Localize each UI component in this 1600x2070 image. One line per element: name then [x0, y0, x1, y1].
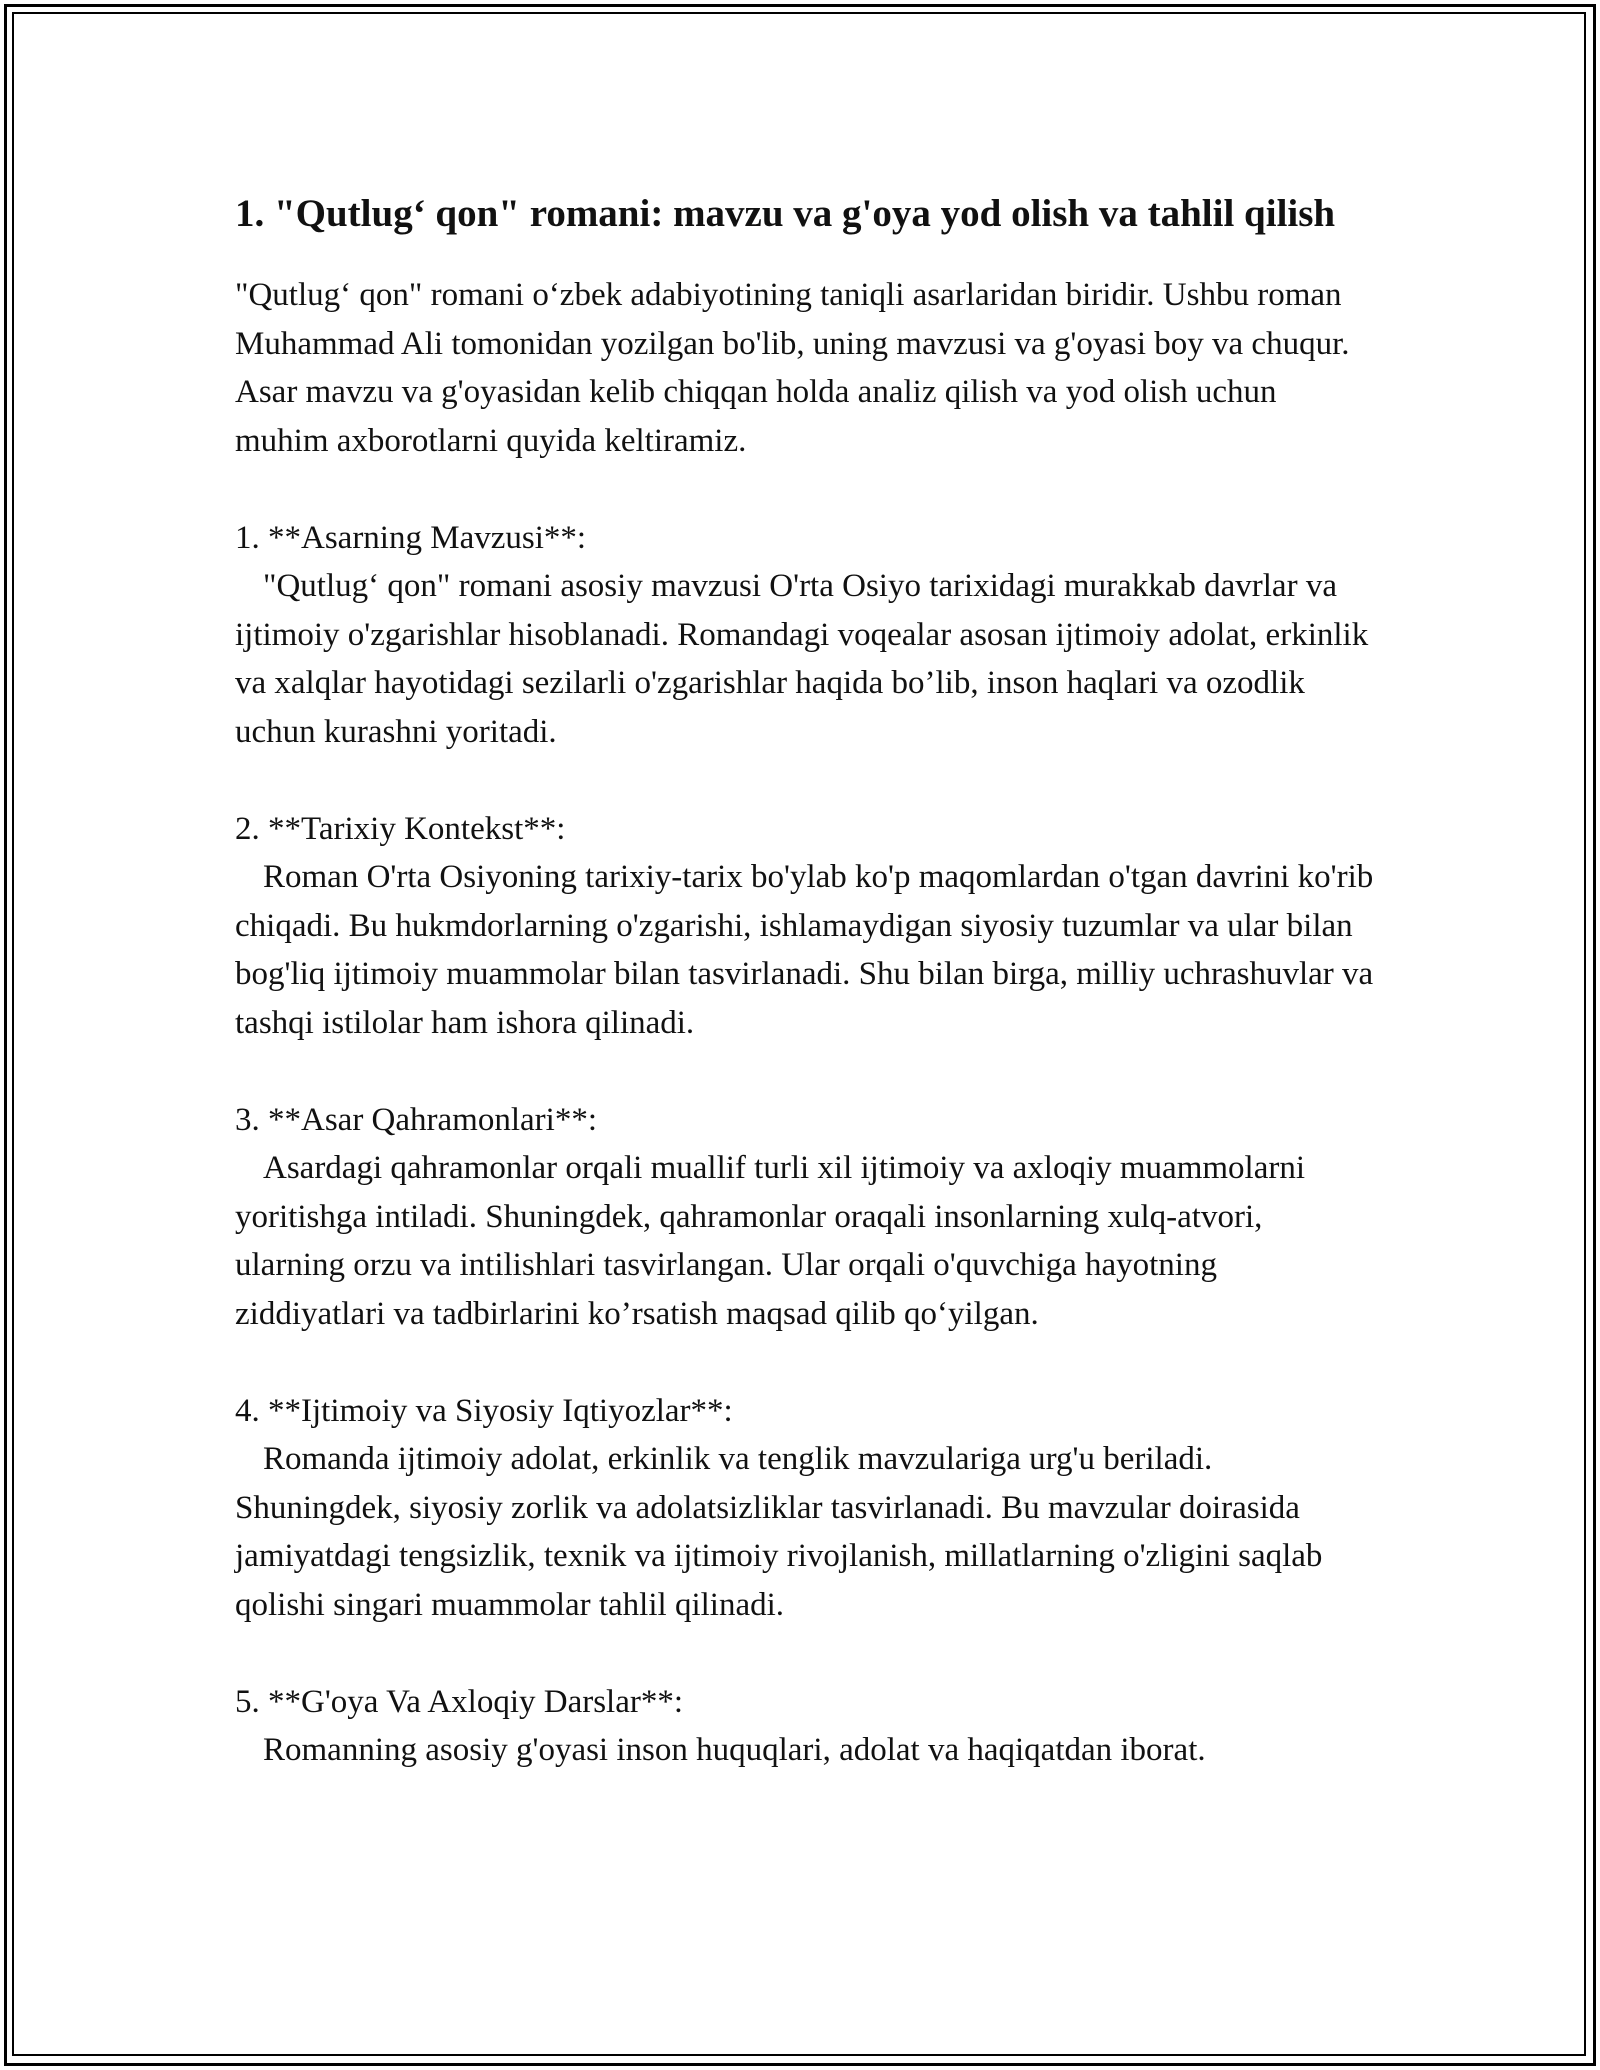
document-title: 1. "Qutlug‘ qon" romani: mavzu va g'oya yod olish va tahlil qilish: [235, 192, 1336, 235]
section-4-body: Romanda ijtimoiy adolat, erkinlik va tenglik mavzulariga urg'u beriladi. Shuningdek, siyosiy zorlik va adolatsizliklar tasvirlanadi. Bu mavzular doirasida jamiyatdagi tengsizlik, texnik va ijtimoiy rivojlanish, millatlarning o'zligini saqlab qolishi singari muammolar tahlil qilinadi.: [235, 1441, 1323, 1623]
section-5: [235, 1678, 1375, 1775]
section-2-heading: 2. **Tarixiy Kontekst**:: [235, 810, 566, 847]
section-3: [235, 1096, 1375, 1339]
section-1-heading: 1. **Asarning Mavzusi**:: [235, 519, 587, 556]
paragraph-spacer: [235, 1629, 1375, 1678]
section-4: [235, 1387, 1375, 1630]
paragraph-spacer: [235, 465, 1375, 514]
section-3-heading: 3. **Asar Qahramonlari**:: [235, 1101, 597, 1138]
section-4-heading: 4. **Ijtimoiy va Siyosiy Iqtiyozlar**:: [235, 1392, 733, 1429]
section-3-body: Asardagi qahramonlar orqali muallif turli xil ijtimoiy va axloqiy muammolarni yoritishga intiladi. Shuningdek, qahramonlar oraqali insonlarning xulq-atvori, ularning orzu va intilishlari tasvirlangan. Ular orqali o'quvchiga hayotning ziddiyatlari va tadbirlarini ko’rsatish maqsad qilib qo‘yilgan.: [235, 1150, 1306, 1332]
section-1: [235, 514, 1375, 757]
section-5-heading: 5. **G'oya Va Axloqiy Darslar**:: [235, 1683, 684, 1720]
section-2-body: Roman O'rta Osiyoning tarixiy-tarix bo'ylab ko'p maqomlardan o'tgan davrini ko'rib chiqadi. Bu hukmdorlarning o'zgarishi, ishlamaydigan siyosiy tuzumlar va ular bilan bog'liq ijtimoiy muammolar bilan tasvirlanadi. Shu bilan birga, milliy uchrashuvlar va tashqi istilolar ham ishora qilinadi.: [235, 859, 1374, 1041]
section-1-body: "Qutlug‘ qon" romani asosiy mavzusi O'rta Osiyo tarixidagi murakkab davrlar va ijtimoiy o'zgarishlar hisoblanadi. Romandagi voqealar asosan ijtimoiy adolat, erkinlik va xalqlar hayotidagi sezilarli o'zgarishlar haqida bo’lib, inson haqlari va ozodlik uchun kurashni yoritadi.: [235, 568, 1369, 750]
paragraph-spacer: [235, 1047, 1375, 1096]
paragraph-spacer: [235, 756, 1375, 805]
section-5-body: Romanning asosiy g'oyasi inson huquqlari, adolat va haqiqatdan iborat.: [263, 1732, 1206, 1768]
section-2: [235, 805, 1375, 1048]
intro-paragraph: "Qutlug‘ qon" romani o‘zbek adabiyotining taniqli asarlaridan biridir. Ushbu roman Muhammad Ali tomonidan yozilgan bo'lib, uning mavzusi va g'oyasi boy va chuqur. Asar mavzu va g'oyasidan kelib chiqqan holda analiz qilish va yod olish uchun muhim axborotlarni quyida keltiramiz.: [235, 277, 1350, 459]
paragraph-spacer: [235, 1338, 1375, 1387]
document-content: [235, 186, 1375, 1775]
